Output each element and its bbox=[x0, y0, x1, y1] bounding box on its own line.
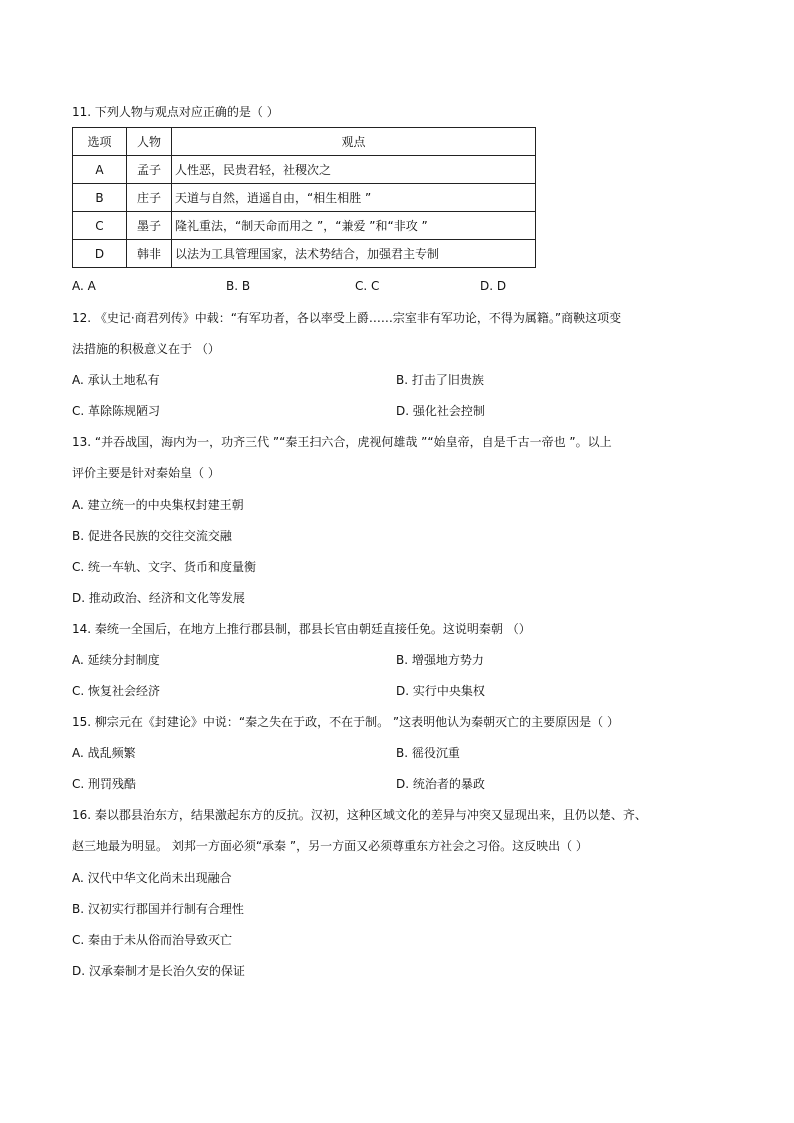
q16-stem-line2: 赵三地最为明显。 刘邦一方面必须“承秦 ”，另一方面又必须尊重东方社会之习俗。这反映出（ ） bbox=[72, 839, 588, 853]
q12-option-d: D. 强化社会控制 bbox=[396, 404, 485, 418]
q14-option-d: D. 实行中央集权 bbox=[396, 684, 485, 698]
q11-stem: 11. 下列人物与观点对应正确的是（ ） bbox=[72, 105, 279, 119]
cell-view: 以法为工具管理国家，法术势结合，加强君主专制 bbox=[172, 240, 536, 268]
q14-option-a: A. 延续分封制度 bbox=[72, 653, 160, 667]
header-cell-option: 选项 bbox=[73, 128, 127, 156]
q16-option-b: B. 汉初实行郡国并行制有合理性 bbox=[72, 902, 244, 916]
q12-stem-line1: 12. 《史记·商君列传》中载：“有军功者，各以率受上爵……宗室非有军功论，不得为属籍。”商鞅这项变 bbox=[72, 311, 622, 325]
q11-option-d: D. D bbox=[480, 279, 507, 293]
cell-option: C bbox=[73, 212, 127, 240]
q13-stem-line2: 评价主要是针对秦始皇（ ） bbox=[72, 466, 220, 480]
table-row bbox=[73, 156, 536, 184]
q14-option-c: C. 恢复社会经济 bbox=[72, 684, 161, 698]
q13-stem-line1: 13. “并吞战国，海内为一，功齐三代 ”“秦王扫六合，虎视何雄哉 ”“始皇帝，自是千古一帝也 ”。以上 bbox=[72, 435, 612, 449]
q13-option-a: A. 建立统一的中央集权封建王朝 bbox=[72, 498, 244, 512]
header-cell-person: 人物 bbox=[127, 128, 172, 156]
cell-option: D bbox=[73, 240, 127, 268]
cell-view: 天道与自然，逍遥自由，“相生相胜 ” bbox=[172, 184, 536, 212]
cell-person: 韩非 bbox=[127, 240, 172, 268]
q16-stem-line1: 16. 秦以郡县治东方，结果激起东方的反抗。汉初，这种区域文化的差异与冲突又显现出来，且仍以楚、齐、 bbox=[72, 808, 647, 822]
cell-view: 人性恶，民贵君轻，社稷次之 bbox=[172, 156, 536, 184]
cell-person: 孟子 bbox=[127, 156, 172, 184]
table-row bbox=[73, 212, 536, 240]
q15-option-c: C. 刑罚残酷 bbox=[72, 777, 137, 791]
table-header-row bbox=[73, 128, 536, 156]
cell-view: 隆礼重法，“制天命而用之 ”，“兼爱 ”和“非攻 ” bbox=[172, 212, 536, 240]
q11-option-a: A. A bbox=[72, 279, 96, 293]
q13-option-d: D. 推动政治、经济和文化等发展 bbox=[72, 591, 245, 605]
cell-option: B bbox=[73, 184, 127, 212]
cell-person: 庄子 bbox=[127, 184, 172, 212]
q15-option-b: B. 徭役沉重 bbox=[396, 746, 460, 760]
header-cell-view: 观点 bbox=[172, 128, 536, 156]
q12-option-b: B. 打击了旧贵族 bbox=[396, 373, 484, 387]
table-row bbox=[73, 240, 536, 268]
table-row bbox=[73, 184, 536, 212]
q15-stem: 15. 柳宗元在《封建论》中说：“秦之失在于政，不在于制。 ”这表明他认为秦朝灭亡的主要原因是（ ） bbox=[72, 715, 619, 729]
q16-option-a: A. 汉代中华文化尚未出现融合 bbox=[72, 871, 232, 885]
q13-option-b: B. 促进各民族的交往交流交融 bbox=[72, 529, 232, 543]
q12-option-a: A. 承认土地私有 bbox=[72, 373, 160, 387]
cell-option: A bbox=[73, 156, 127, 184]
q11-table bbox=[72, 127, 536, 268]
q11-option-b: B. B bbox=[226, 279, 251, 293]
q11-option-c: C. C bbox=[355, 279, 380, 293]
q16-option-d: D. 汉承秦制才是长治久安的保证 bbox=[72, 964, 245, 978]
q16-option-c: C. 秦由于未从俗而治导致灭亡 bbox=[72, 933, 233, 947]
cell-person: 墨子 bbox=[127, 212, 172, 240]
q12-stem-line2: 法措施的积极意义在于 （） bbox=[72, 342, 220, 356]
q12-option-c: C. 革除陈规陋习 bbox=[72, 404, 161, 418]
q14-option-b: B. 增强地方势力 bbox=[396, 653, 484, 667]
q15-option-a: A. 战乱频繁 bbox=[72, 746, 136, 760]
q13-option-c: C. 统一车轨、文字、货币和度量衡 bbox=[72, 560, 257, 574]
q15-option-d: D. 统治者的暴政 bbox=[396, 777, 485, 791]
q14-stem: 14. 秦统一全国后，在地方上推行郡县制，郡县长官由朝廷直接任免。这说明秦朝 （） bbox=[72, 622, 531, 636]
